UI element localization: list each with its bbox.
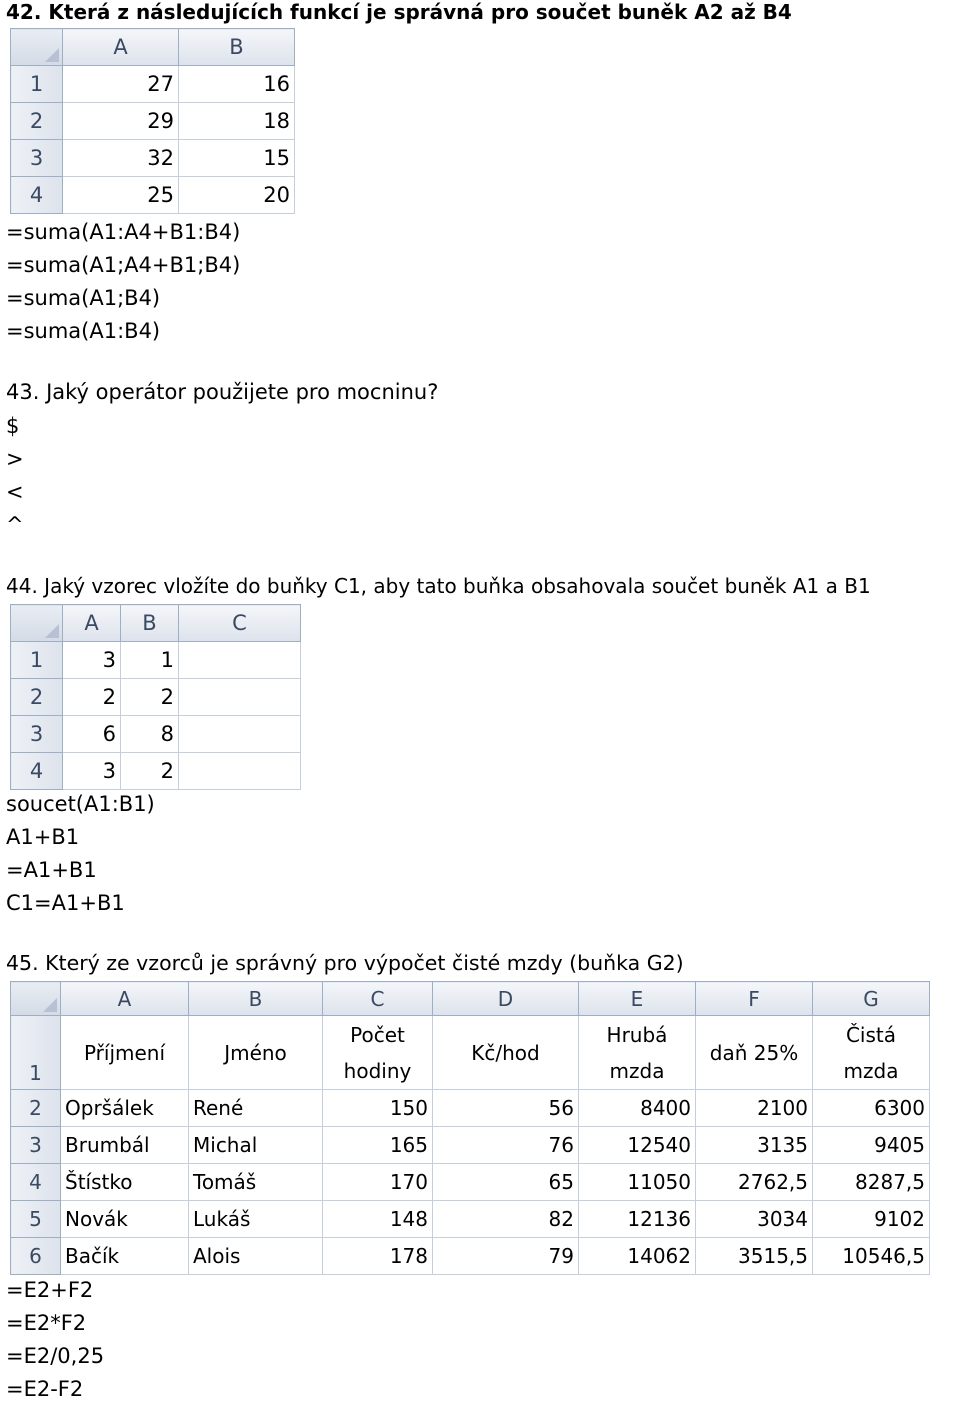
- cell: Novák: [61, 1201, 189, 1238]
- answer-option[interactable]: =suma(A1;B4): [6, 286, 161, 310]
- cell: 178: [323, 1238, 433, 1275]
- row-header: 3: [11, 1127, 61, 1164]
- cell: 25: [63, 177, 179, 214]
- cell: 9405: [813, 1127, 930, 1164]
- header-cell: Kč/hod: [433, 1016, 579, 1090]
- cell: 2: [121, 753, 179, 790]
- column-header: A: [63, 29, 179, 66]
- cell: 56: [433, 1090, 579, 1127]
- answer-option[interactable]: =suma(A1:B4): [6, 319, 161, 343]
- cell: 12540: [579, 1127, 696, 1164]
- column-header-row: [11, 605, 301, 642]
- answer-option[interactable]: >: [6, 447, 24, 471]
- cell: 18: [179, 103, 295, 140]
- spreadsheet-q44: [10, 604, 301, 790]
- column-header: F: [696, 982, 813, 1016]
- row-header: 4: [11, 177, 63, 214]
- table-row: [11, 177, 295, 214]
- header-cell: Jméno: [189, 1016, 323, 1090]
- cell: [179, 753, 301, 790]
- row-header: 1: [11, 66, 63, 103]
- column-header-row: [11, 982, 930, 1016]
- question-44-title: 44. Jaký vzorec vložíte do buňky C1, aby tato buňka obsahovala součet buněk A1 a B1: [6, 574, 871, 598]
- cell: Lukáš: [189, 1201, 323, 1238]
- cell: 32: [63, 140, 179, 177]
- column-header: A: [63, 605, 121, 642]
- cell: 9102: [813, 1201, 930, 1238]
- table-row: [11, 1164, 930, 1201]
- row-header: 4: [11, 1164, 61, 1201]
- cell: Brumbál: [61, 1127, 189, 1164]
- header-cell: Příjmení: [61, 1016, 189, 1090]
- question-42-title: 42. Která z následujících funkcí je správná pro součet buněk A2 až B4: [6, 0, 792, 24]
- cell: René: [189, 1090, 323, 1127]
- answer-options-q43: [6, 410, 24, 542]
- row-header: 1: [11, 642, 63, 679]
- spreadsheet-q45: [10, 981, 930, 1275]
- cell: Michal: [189, 1127, 323, 1164]
- table-row: [11, 642, 301, 679]
- row-header: 2: [11, 103, 63, 140]
- answer-option[interactable]: <: [6, 480, 24, 504]
- cell: Opršálek: [61, 1090, 189, 1127]
- table-row: [11, 1238, 930, 1275]
- question-45-title: 45. Který ze vzorců je správný pro výpočet čisté mzdy (buňka G2): [6, 951, 684, 975]
- answer-option[interactable]: =E2-F2: [6, 1377, 84, 1401]
- cell: 79: [433, 1238, 579, 1275]
- answer-option[interactable]: A1+B1: [6, 825, 80, 849]
- cell: 6300: [813, 1090, 930, 1127]
- header-cell: Počet hodiny: [323, 1016, 433, 1090]
- select-all-corner: [11, 982, 61, 1016]
- row-header: 5: [11, 1201, 61, 1238]
- cell: 65: [433, 1164, 579, 1201]
- cell: 2: [63, 679, 121, 716]
- cell: 2: [121, 679, 179, 716]
- cell: 14062: [579, 1238, 696, 1275]
- cell: Alois: [189, 1238, 323, 1275]
- row-header: 2: [11, 1090, 61, 1127]
- cell: 2762,5: [696, 1164, 813, 1201]
- column-header-row: [11, 29, 295, 66]
- cell: 16: [179, 66, 295, 103]
- cell: Tomáš: [189, 1164, 323, 1201]
- cell: 3: [63, 753, 121, 790]
- cell: 12136: [579, 1201, 696, 1238]
- cell: 11050: [579, 1164, 696, 1201]
- table-row: [11, 716, 301, 753]
- cell: 76: [433, 1127, 579, 1164]
- table-header-row: [11, 1016, 930, 1090]
- cell: [179, 679, 301, 716]
- cell: 3135: [696, 1127, 813, 1164]
- answer-options-q44: [6, 788, 155, 920]
- cell: [179, 642, 301, 679]
- row-header: 3: [11, 140, 63, 177]
- question-43-title: 43. Jaký operátor použijete pro mocninu?: [6, 380, 439, 404]
- select-all-corner: [11, 29, 63, 66]
- cell: 3: [63, 642, 121, 679]
- cell: 8287,5: [813, 1164, 930, 1201]
- table-row: [11, 1090, 930, 1127]
- table-row: [11, 140, 295, 177]
- table-row: [11, 679, 301, 716]
- cell: 8400: [579, 1090, 696, 1127]
- cell: Štístko: [61, 1164, 189, 1201]
- answer-option[interactable]: =suma(A1;A4+B1;B4): [6, 253, 241, 277]
- row-header: 3: [11, 716, 63, 753]
- table-row: [11, 1127, 930, 1164]
- cell: Bačík: [61, 1238, 189, 1275]
- answer-option[interactable]: C1=A1+B1: [6, 891, 125, 915]
- table-row: [11, 753, 301, 790]
- cell: 3515,5: [696, 1238, 813, 1275]
- column-header: D: [433, 982, 579, 1016]
- answer-option[interactable]: =E2*F2: [6, 1311, 87, 1335]
- cell: 27: [63, 66, 179, 103]
- cell: 10546,5: [813, 1238, 930, 1275]
- row-header: 2: [11, 679, 63, 716]
- cell: 148: [323, 1201, 433, 1238]
- column-header: E: [579, 982, 696, 1016]
- column-header: C: [179, 605, 301, 642]
- row-header: 6: [11, 1238, 61, 1275]
- column-header: G: [813, 982, 930, 1016]
- cell: 170: [323, 1164, 433, 1201]
- column-header: A: [61, 982, 189, 1016]
- cell: 82: [433, 1201, 579, 1238]
- table-row: [11, 66, 295, 103]
- table-row: [11, 1201, 930, 1238]
- spreadsheet-q42: [10, 28, 295, 214]
- answer-option[interactable]: =E2/0,25: [6, 1344, 105, 1368]
- answer-option[interactable]: =E2+F2: [6, 1278, 94, 1302]
- answer-option[interactable]: $: [6, 414, 20, 438]
- cell: 20: [179, 177, 295, 214]
- cell: 8: [121, 716, 179, 753]
- header-cell: daň 25%: [696, 1016, 813, 1090]
- answer-option[interactable]: soucet(A1:B1): [6, 792, 155, 816]
- answer-options-q42: [6, 216, 240, 348]
- cell: [179, 716, 301, 753]
- column-header: B: [179, 29, 295, 66]
- table-row: [11, 103, 295, 140]
- column-header: C: [323, 982, 433, 1016]
- header-cell: Hrubá mzda: [579, 1016, 696, 1090]
- cell: 2100: [696, 1090, 813, 1127]
- cell: 6: [63, 716, 121, 753]
- column-header: B: [121, 605, 179, 642]
- row-header: 4: [11, 753, 63, 790]
- cell: 15: [179, 140, 295, 177]
- answer-option[interactable]: ^: [6, 513, 24, 537]
- cell: 29: [63, 103, 179, 140]
- select-all-corner: [11, 605, 63, 642]
- cell: 1: [121, 642, 179, 679]
- column-header: B: [189, 982, 323, 1016]
- answer-option[interactable]: =A1+B1: [6, 858, 97, 882]
- cell: 3034: [696, 1201, 813, 1238]
- answer-option[interactable]: =suma(A1:A4+B1:B4): [6, 220, 241, 244]
- answer-options-q45: [6, 1274, 104, 1406]
- cell: 165: [323, 1127, 433, 1164]
- row-header: 1: [11, 1016, 61, 1090]
- header-cell: Čistá mzda: [813, 1016, 930, 1090]
- cell: 150: [323, 1090, 433, 1127]
